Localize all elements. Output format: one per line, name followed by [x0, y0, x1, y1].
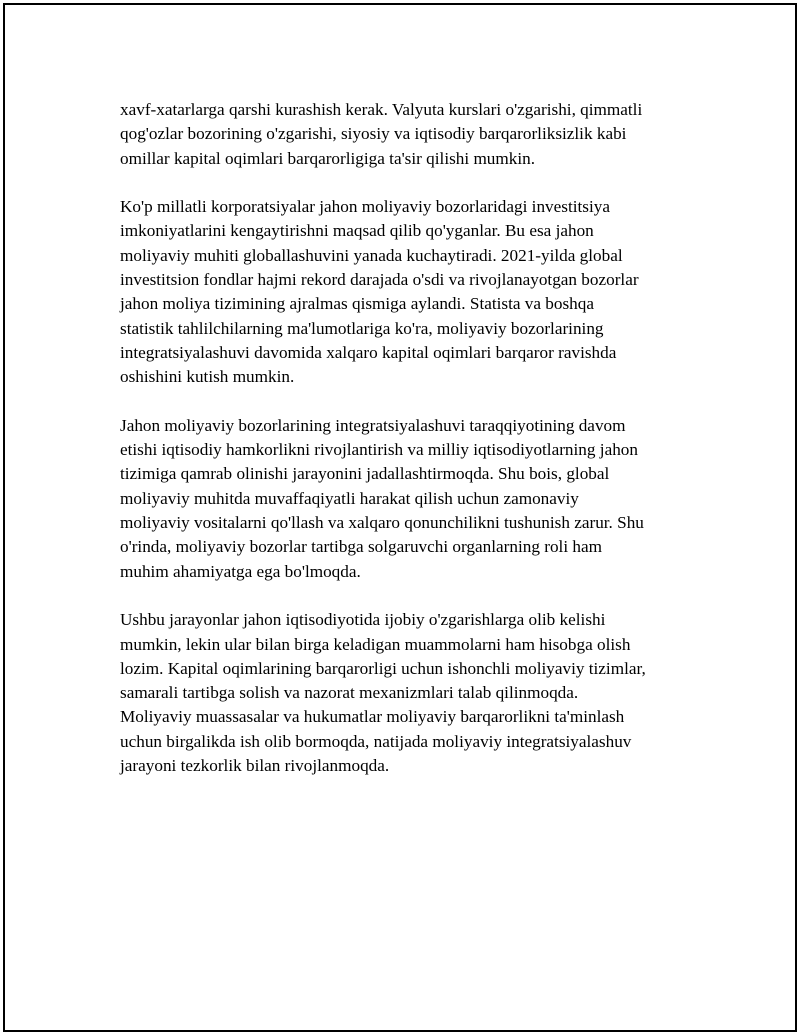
paragraph-4 [120, 608, 700, 778]
text-line: moliyaviy muhitda muvaffaqiyatli harakat qilish uchun zamonaviy [120, 488, 579, 508]
paragraph-2 [120, 195, 700, 389]
text-line: o'rinda, moliyaviy bozorlar tartibga solgaruvchi organlarning roli ham [120, 537, 602, 557]
text-line: jarayoni tezkorlik bilan rivojlanmoqda. [120, 756, 390, 776]
text-line: imkoniyatlarini kengaytirishni maqsad qilib qo'yganlar. Bu esa jahon [120, 221, 594, 241]
text-line: statistik tahlilchilarning ma'lumotlariga ko'ra, moliyaviy bozorlarining [120, 318, 604, 338]
document-body [120, 98, 700, 803]
document-page [3, 3, 797, 1032]
text-line: mumkin, lekin ular bilan birga keladigan muammolarni ham hisobga olish [120, 634, 631, 654]
text-line: Jahon moliyaviy bozorlarining integratsiyalashuvi taraqqiyotining davom [120, 415, 626, 435]
text-line: jahon moliya tizimining ajralmas qismiga aylandi. Statista va boshqa [120, 294, 594, 314]
text-line: etishi iqtisodiy hamkorlikni rivojlantirish va milliy iqtisodiyotlarning jahon [120, 440, 638, 460]
text-line: xavf-xatarlarga qarshi kurashish kerak. Valyuta kurslari o'zgarishi, qimmatli [120, 100, 643, 119]
paragraph-1 [120, 98, 700, 171]
text-line: muhim ahamiyatga ega bo'lmoqda. [120, 561, 361, 581]
text-line: qog'ozlar bozorining o'zgarishi, siyosiy va iqtisodiy barqarorliksizlik kabi [120, 124, 627, 144]
text-line: uchun birgalikda ish olib bormoqda, natijada moliyaviy integratsiyalashuv [120, 731, 632, 751]
text-line: tizimiga qamrab olinishi jarayonini jadallashtirmoqda. Shu bois, global [120, 464, 610, 484]
text-line: oshishini kutish mumkin. [120, 367, 295, 387]
paragraph-3 [120, 414, 700, 584]
text-line: moliyaviy muhiti globallashuvini yanada kuchaytiradi. 2021-yilda global [120, 245, 623, 265]
text-line: investitsion fondlar hajmi rekord darajada o'sdi va rivojlanayotgan bozorlar [120, 270, 639, 290]
text-line: Moliyaviy muassasalar va hukumatlar moliyaviy barqarorlikni ta'minlash [120, 707, 625, 727]
text-line: samarali tartibga solish va nazorat mexanizmlari talab qilinmoqda. [120, 683, 579, 703]
text-line: Ushbu jarayonlar jahon iqtisodiyotida ijobiy o'zgarishlarga olib kelishi [120, 610, 606, 630]
text-line: moliyaviy vositalarni qo'llash va xalqaro qonunchilikni tushunish zarur. Shu [120, 513, 644, 533]
text-line: lozim. Kapital oqimlarining barqarorligi uchun ishonchli moliyaviy tizimlar, [120, 658, 646, 678]
text-line: omillar kapital oqimlari barqarorligiga ta'sir qilishi mumkin. [120, 148, 536, 168]
text-line: integratsiyalashuvi davomida xalqaro kapital oqimlari barqaror ravishda [120, 342, 617, 362]
text-line: Ko'p millatli korporatsiyalar jahon moliyaviy bozorlaridagi investitsiya [120, 197, 610, 217]
